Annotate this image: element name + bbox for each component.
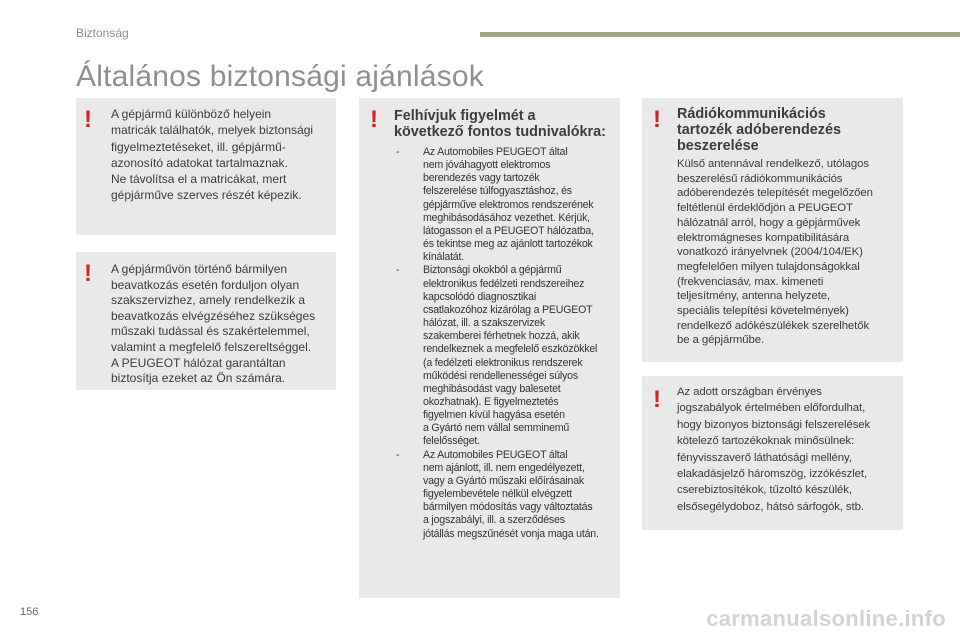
list-item-text: Az Automobiles PEUGEOT által nem ajánlott, ill. nem engedélyezett, vagy a Gyártó műszaki előírásainak figyelembevétele nélkül elvégzett bármilyen módosítás vagy változtatás a jogszabályi, ill. a szerződéses jótállás megszűnését vonja maga után. bbox=[423, 448, 599, 540]
warning-icon: ! bbox=[653, 386, 661, 413]
warning-icon: ! bbox=[84, 260, 92, 287]
list-item bbox=[396, 449, 618, 541]
list-dash: - bbox=[396, 264, 400, 277]
section-label: Biztonság bbox=[76, 26, 129, 40]
col1-box2-text: A gépjárművön történő bármilyen beavatkozás esetén forduljon olyan szakszervizhez, amely rendelkezik a beavatkozás elvégzéséhez szükséges műszaki tudással és szakértelemmel, valamint a megfelelő felszereltséggel. A PEUGEOT hálózat garantáltan biztosítja ezeket az Ön számára. bbox=[111, 262, 316, 386]
list-dash: - bbox=[396, 448, 400, 461]
warning-icon: ! bbox=[370, 106, 378, 133]
list-dash: - bbox=[396, 146, 400, 158]
col3-heading: Rádiókommunikációs tartozék adóberendezés beszerelése bbox=[677, 106, 841, 154]
list-item-text: Az Automobiles PEUGEOT által nem jóváhagyott elektromos berendezés vagy tartozék felszerelése túlfogyasztáshoz, és gépjárműve elektromos rendszerének meghibásodásához vezethet. Kérjük, látogasson el a PEUGEOT hálózatba, és tekintse meg az ajánlott tartozékok kínálatát. bbox=[423, 146, 594, 264]
page-title: Általános biztonsági ajánlások bbox=[76, 60, 484, 93]
header-divider-bar bbox=[480, 32, 960, 37]
col2-list bbox=[396, 146, 618, 541]
col3-box1-text: Külső antennával rendelkező, utólagos beszerelésű rádiókommunikációs adóberendezés telepítését megelőzően feltétlenül érdeklődjön a PEUGEOT hálózatnál arról, hogy a gépjárművek elektromágneses kompatibilitására vonatkozó irányelvnek (2004/104/EK) megfelelően milyen tulajdonságokkal (frekvenciasáv, max. kimeneti teljesítmény, antenna helyzete, speciális telepítési követelmények) rendelkező adókészülékek szerelhetők be a gépjárműbe. bbox=[677, 158, 873, 347]
list-item bbox=[396, 146, 618, 264]
list-item-text: Biztonsági okokból a gépjármű elektronikus fedélzeti rendszereihez kapcsolódó diagnosztikai csatlakozóhoz kizárólag a PEUGEOT hálózat, ill. a szakszervizek szakemberei férhetnek hozzá, akik rendelkeznek a megfelelő eszközökkel (a fedélzeti elektronikus rendszerek működési rendellenességei súlyos meghibásodást vagy balesetet okozhatnak). E figyelmeztetés figyelmen kívül hagyása esetén a Gyártó nem vállal semminemű felelősséget. bbox=[423, 264, 598, 448]
page-number: 156 bbox=[20, 606, 39, 618]
col2-heading: Felhívjuk figyelmét a következő fontos tudnivalókra: bbox=[394, 108, 606, 140]
col3-box2-text: Az adott országban érvényes jogszabályok értelmében előfordulhat, hogy bizonyos biztonsági felszerelések kötelező tartozékoknak minősülnek: fényvisszaverő láthatósági mellény, elakadásjelző háromszög, izzókészlet, cserebiztosítékok, tűzoltó készülék, elsősegélydoboz, hátsó sárfogók, stb. bbox=[677, 386, 871, 513]
list-item bbox=[396, 264, 618, 448]
warning-icon: ! bbox=[84, 106, 92, 133]
col1-box1-text: A gépjármű különböző helyein matricák találhatók, melyek biztonsági figyelmeztetéseket, ill. gépjármű- azonosító adatokat tartalmaznak. Ne távolítsa el a matricákat, mert gépjárműve szerves részét képezik. bbox=[111, 107, 314, 203]
watermark: carmanualsonline.info bbox=[706, 606, 946, 631]
warning-icon: ! bbox=[653, 106, 661, 133]
